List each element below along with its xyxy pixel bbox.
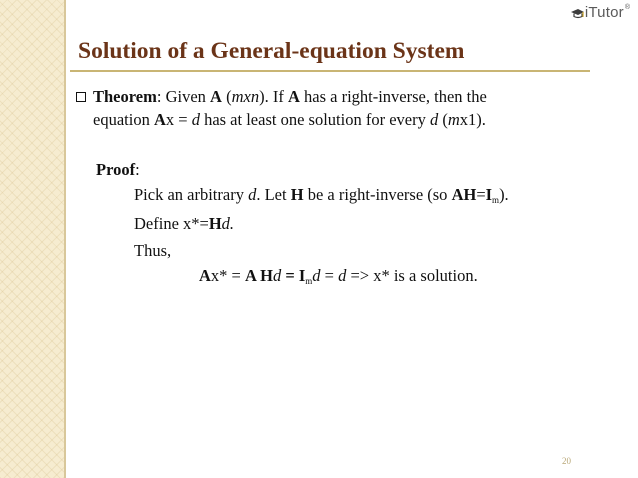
itutor-logo — [570, 4, 630, 21]
dimension-m: m — [447, 110, 460, 129]
proof-line-3 — [134, 241, 171, 261]
dimension-mxn: mxn — [231, 87, 260, 106]
vector-d: d — [429, 110, 439, 129]
decorative-side-band — [0, 0, 64, 478]
theorem-line-1: Theorem: Given A (mxn). If A has a right-inverse, then the — [93, 87, 487, 106]
identity-i: I — [485, 185, 493, 204]
matrix-h: H — [208, 214, 222, 233]
proof-colon: : — [135, 160, 140, 179]
proof-text: Define x*= — [134, 214, 209, 233]
theorem-text: has a right-inverse, then the — [299, 87, 487, 106]
checkbox-bullet-icon — [76, 92, 86, 102]
theorem-text: has at least one solution for every — [199, 110, 430, 129]
theorem-text: : Given — [156, 87, 211, 106]
dimension-tail: x1). — [459, 110, 486, 129]
proof-label: Proof — [96, 160, 136, 179]
proof-text: Thus, — [134, 241, 172, 260]
product-ah: AH — [451, 185, 477, 204]
side-band-edge — [64, 0, 66, 478]
vector-d: d — [272, 266, 282, 285]
proof-line-2 — [134, 214, 234, 234]
proof-text: be a right-inverse (so — [303, 185, 452, 204]
product-a-h: A H — [244, 266, 273, 285]
subscript-m: m — [305, 276, 313, 286]
proof-line-1 — [134, 185, 509, 205]
matrix-a: A — [153, 110, 166, 129]
equals-sign: = — [476, 185, 486, 204]
equation-text: x = — [165, 110, 192, 129]
identity-i: I — [298, 266, 306, 285]
theorem-label: Theorem — [93, 87, 157, 106]
equation-text: x* = — [210, 266, 245, 285]
title-rule — [70, 70, 590, 72]
slide-title: Solution of a General-equation System — [78, 38, 465, 64]
logo-registered-mark: ® — [624, 4, 630, 11]
proof-text: . Let — [256, 185, 291, 204]
logo-text: iTutor — [584, 4, 624, 21]
proof-line-4 — [199, 266, 478, 286]
theorem-text: equation — [93, 110, 154, 129]
equation-text: => x* is a solution. — [346, 266, 478, 285]
matrix-a: A — [287, 87, 300, 106]
proof-text: Pick an arbitrary — [134, 185, 249, 204]
vector-d: d — [248, 185, 257, 204]
vector-d: d — [312, 266, 321, 285]
page-number: 20 — [562, 456, 571, 466]
matrix-a: A — [210, 87, 222, 106]
matrix-a: A — [199, 266, 211, 285]
subscript-m: m — [492, 195, 500, 205]
theorem-text: . If — [264, 87, 288, 106]
proof-text: ). — [499, 185, 509, 204]
matrix-h: H — [290, 185, 304, 204]
equals-sign: = — [281, 266, 299, 285]
proof-heading — [96, 160, 140, 180]
equation-text: = — [320, 266, 339, 285]
vector-d: d — [191, 110, 200, 129]
vector-d: d. — [221, 214, 235, 233]
vector-d: d — [338, 266, 347, 285]
mortarboard-icon — [570, 7, 584, 21]
theorem-line-2: equation Ax = d has at least one solution for every d (mx1). — [93, 110, 486, 129]
